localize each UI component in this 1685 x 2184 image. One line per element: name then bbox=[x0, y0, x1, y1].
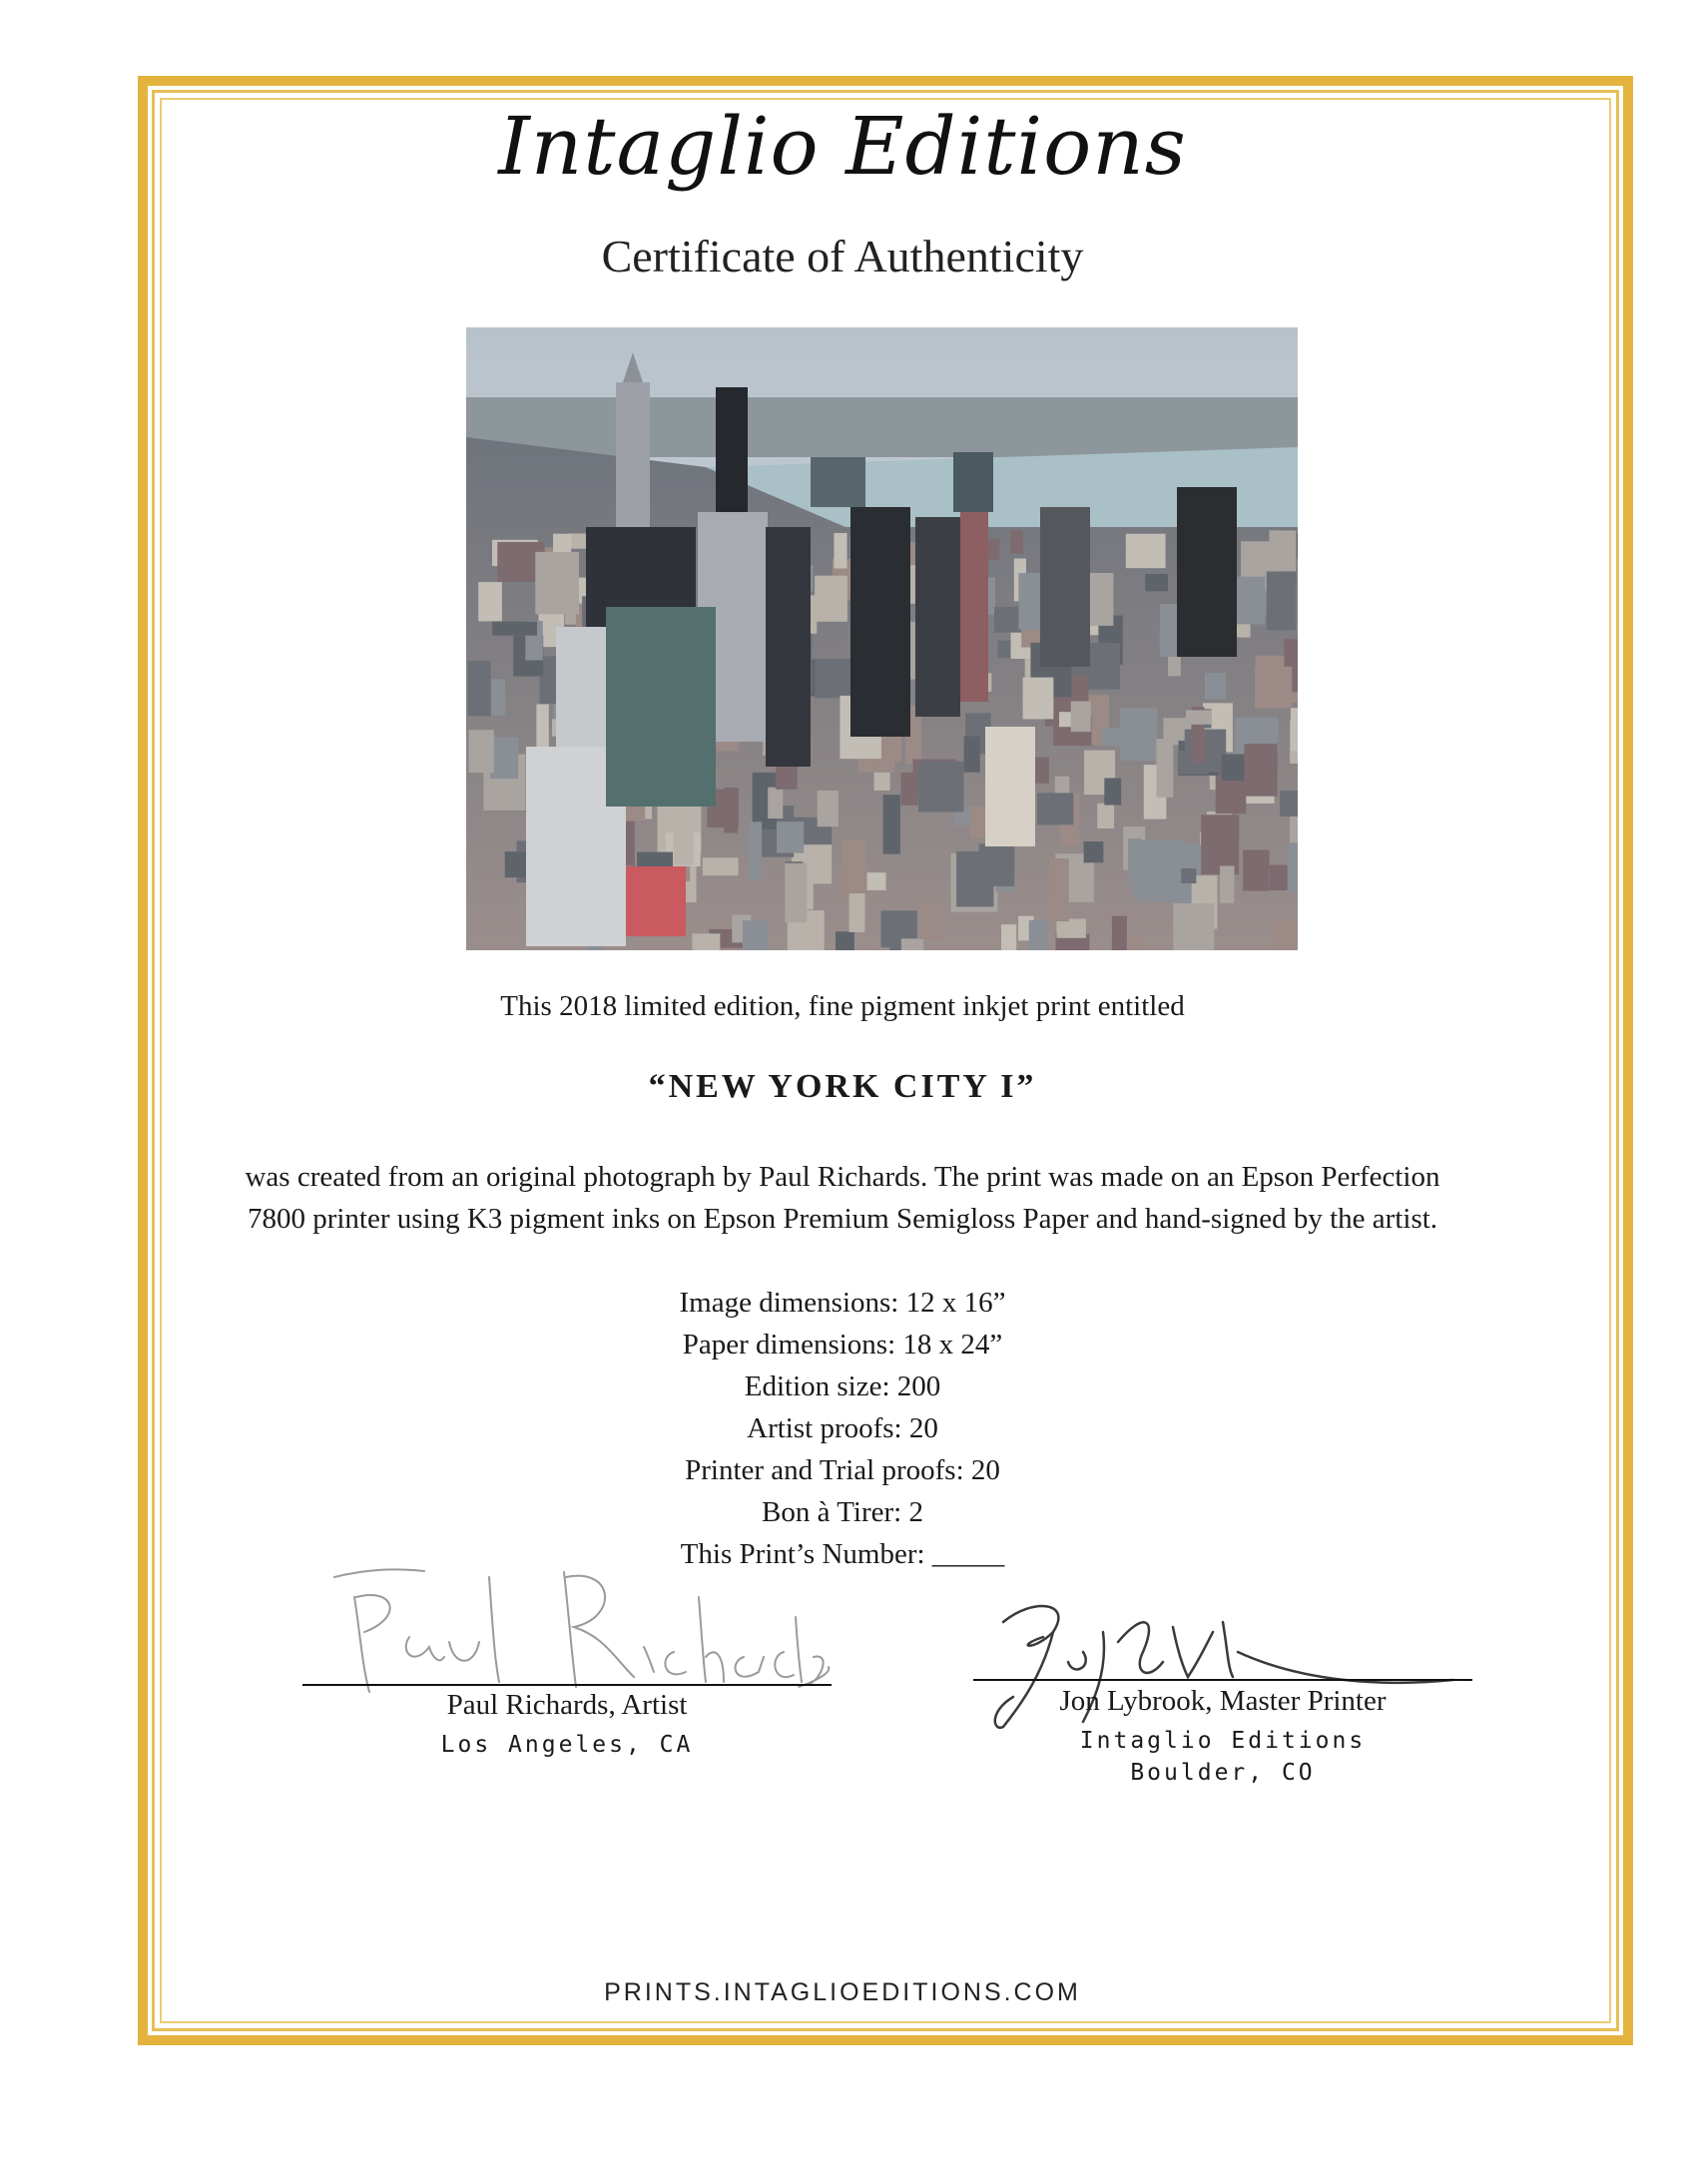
photo-building-block bbox=[979, 843, 1015, 886]
photo-building-block bbox=[918, 762, 964, 813]
photo-building-block bbox=[1084, 841, 1104, 862]
photo-building-block bbox=[815, 576, 847, 622]
photo-building-block bbox=[768, 788, 783, 819]
description-line-1: was created from an original photograph by Paul Richards. The print was made on an Epson Perfection bbox=[245, 1161, 1440, 1193]
bon-a-tirer: Bon à Tirer: 2 bbox=[762, 1496, 923, 1528]
printer-signature-line bbox=[973, 1679, 1472, 1681]
photo-building-block bbox=[1071, 702, 1091, 733]
photo-building-block bbox=[1104, 779, 1121, 806]
photo-building-block bbox=[1288, 842, 1298, 891]
photo-building-block bbox=[469, 730, 494, 773]
description-line-2: 7800 printer using K3 pigment inks on Epson Premium Semigloss Paper and hand-signed by the artist. bbox=[247, 1203, 1438, 1235]
photo-building-block bbox=[1102, 728, 1132, 746]
printer-name: Jon Lybrook, Master Printer bbox=[1059, 1685, 1387, 1717]
photo-building-block bbox=[1255, 667, 1292, 709]
photo-building-block bbox=[1291, 708, 1298, 751]
photo-building-block bbox=[492, 622, 537, 636]
photo-building-block bbox=[883, 795, 900, 854]
photo-building-block bbox=[901, 773, 918, 806]
photo-building-block bbox=[834, 533, 846, 569]
photo-building-block bbox=[1023, 678, 1054, 720]
photo-building-block bbox=[749, 821, 762, 879]
photo-building-block bbox=[1220, 866, 1235, 903]
photo-building-block bbox=[536, 705, 548, 748]
photo-building-block bbox=[1205, 673, 1226, 699]
photo-building-block bbox=[1280, 791, 1298, 817]
photo-building-block bbox=[920, 902, 941, 939]
photo-building-block bbox=[836, 931, 854, 950]
photo-building-block bbox=[1112, 916, 1127, 950]
edition-size: Edition size: 200 bbox=[744, 1370, 941, 1402]
photo-building-block bbox=[1057, 919, 1086, 938]
print-title: “NEW YORK CITY I” bbox=[648, 1068, 1037, 1105]
photo-building-block bbox=[1272, 919, 1298, 950]
photo-building-block bbox=[1181, 868, 1196, 883]
photo-building-block bbox=[1186, 710, 1212, 724]
photo-building-block bbox=[1010, 530, 1023, 553]
footer-url[interactable]: PRINTS.INTAGLIOEDITIONS.COM bbox=[604, 1978, 1081, 2006]
artist-signature-line bbox=[302, 1684, 832, 1686]
artist-proofs: Artist proofs: 20 bbox=[747, 1412, 938, 1444]
photo-building-block bbox=[703, 857, 739, 875]
photo-building-block bbox=[1269, 530, 1296, 571]
print-details bbox=[0, 1282, 1685, 1575]
photo-building-block bbox=[785, 863, 807, 922]
photo-building-block bbox=[743, 920, 769, 950]
photo-building-block bbox=[1245, 744, 1278, 797]
photo-building-block bbox=[867, 872, 886, 890]
artist-location: Los Angeles, CA bbox=[440, 1732, 694, 1758]
photo-building-block bbox=[815, 659, 850, 698]
photo-building-block bbox=[1243, 850, 1270, 891]
photo-building-block bbox=[1297, 533, 1298, 558]
print-number: This Print’s Number: _____ bbox=[680, 1538, 1005, 1570]
photo-building-block bbox=[1126, 534, 1166, 569]
paper-dimensions: Paper dimensions: 18 x 24” bbox=[682, 1329, 1003, 1361]
photo-building-block bbox=[901, 938, 923, 950]
photo-building-block bbox=[1037, 793, 1073, 824]
printer-company: Intaglio Editions bbox=[1079, 1728, 1367, 1754]
photo-building-block bbox=[490, 738, 518, 780]
photo-building-block bbox=[1157, 739, 1174, 798]
photo-building-block bbox=[535, 552, 579, 614]
artist-signature bbox=[314, 1557, 834, 1697]
artist-name: Paul Richards, Artist bbox=[446, 1689, 688, 1721]
image-dimensions: Image dimensions: 12 x 16” bbox=[679, 1287, 1006, 1319]
photo-building-block bbox=[1173, 903, 1214, 950]
photo-building-block bbox=[1267, 572, 1296, 631]
photo-building-block bbox=[1201, 815, 1239, 874]
photo-building-block bbox=[1029, 920, 1048, 950]
printer-location-block bbox=[973, 1725, 1472, 1789]
photo-building-block bbox=[1097, 804, 1114, 828]
photo-building-block bbox=[1160, 604, 1178, 657]
photo-building-block bbox=[1145, 574, 1168, 591]
photo-building-block bbox=[693, 933, 721, 950]
city-photo bbox=[466, 327, 1298, 950]
photo-building-block bbox=[889, 945, 902, 950]
photo-building-block bbox=[1001, 924, 1016, 950]
photo-building-block bbox=[1139, 840, 1184, 902]
photo-building-block bbox=[842, 839, 865, 900]
brand-title: Intaglio Editions bbox=[498, 100, 1187, 193]
printer-trial-proofs: Printer and Trial proofs: 20 bbox=[685, 1454, 1000, 1486]
photo-building-block bbox=[964, 737, 980, 773]
photo-building-block bbox=[970, 807, 986, 837]
photo-building-block bbox=[1128, 838, 1141, 884]
intro-text: This 2018 limited edition, fine pigment inkjet print entitled bbox=[500, 990, 1185, 1022]
printer-location: Boulder, CO bbox=[1130, 1760, 1316, 1786]
photo-building-block bbox=[849, 893, 865, 932]
certificate-title: Certificate of Authenticity bbox=[601, 231, 1084, 281]
photo-building-block bbox=[478, 582, 502, 621]
photo-building-block bbox=[1049, 858, 1068, 921]
photo-building-block bbox=[468, 661, 491, 716]
photo-building-block bbox=[818, 791, 839, 826]
photo-building-block bbox=[674, 803, 694, 865]
description-paragraph bbox=[0, 1156, 1685, 1240]
photo-building-block bbox=[777, 821, 804, 852]
